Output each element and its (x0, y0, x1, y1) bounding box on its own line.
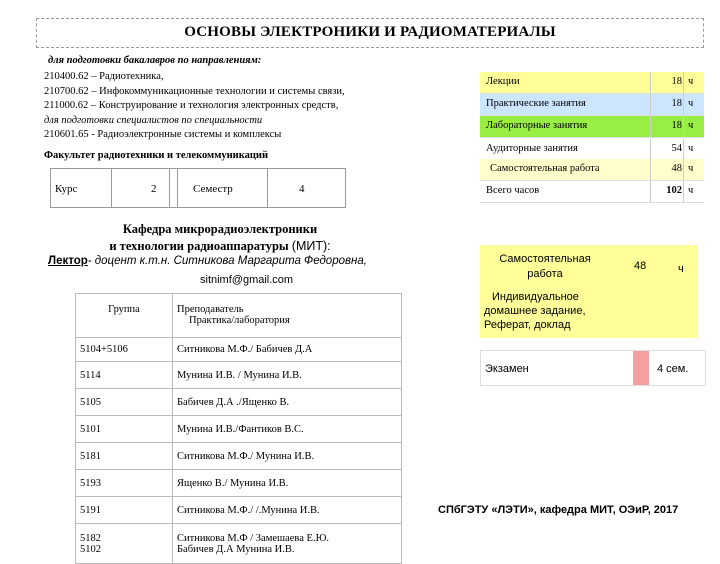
teacher-cell: Ситникова М.Ф./ /.Мунина И.В. (173, 497, 402, 524)
group-cell: 5193 (76, 470, 173, 497)
schedule-unit: ч (688, 76, 694, 87)
schedule-label: Лекции (486, 76, 520, 87)
individual-task-box (480, 285, 698, 338)
direction-item: 211000.62 – Конструирование и технология электронных средств, (44, 100, 339, 111)
subtitle: для подготовки бакалавров по направлениям: (48, 55, 262, 66)
schedule-hours: 18 (671, 76, 682, 87)
group-header: Группа (76, 294, 173, 338)
page-title: ОСНОВЫ ЭЛЕКТРОНИКИ И РАДИОМАТЕРИАЛЫ (184, 24, 556, 40)
specialty: 210601.65 - Радиоэлектронные системы и комплексы (44, 129, 282, 140)
self-work-line2: работа (527, 268, 563, 280)
schedule-row-auditory (480, 139, 704, 161)
directions-list (44, 70, 345, 143)
schedule-unit: ч (688, 143, 694, 154)
schedule-hours: 18 (671, 98, 682, 109)
group-cell-line: 5102 (80, 543, 101, 555)
footer-text: СПбГЭТУ «ЛЭТИ», кафедра МИТ, ОЭиР, 2017 (438, 504, 679, 516)
exam-label: Экзамен (485, 363, 529, 375)
semester-value: 4 (299, 183, 305, 195)
lector-label: Лектор (48, 255, 88, 267)
course-semester-box (50, 168, 346, 208)
semester-label: Семестр (193, 183, 233, 195)
lector-name: - доцент к.т.н. Ситникова Маргарита Федоровна, (87, 255, 367, 267)
self-work-line1: Самостоятельная (499, 253, 591, 265)
schedule-hours: 18 (671, 120, 682, 131)
table-row (76, 497, 402, 524)
department (60, 221, 380, 255)
exam-row (480, 350, 706, 386)
teacher-cell: Мунина И.В./Фантиков В.С. (173, 416, 402, 443)
table-row (76, 338, 402, 362)
individual-task-label (484, 290, 586, 332)
group-cell: 5105 (76, 389, 173, 416)
teacher-header-line2: Практика/лаборатория (189, 315, 290, 326)
table-row (76, 389, 402, 416)
schedule-row-total (480, 181, 704, 203)
table-row (76, 443, 402, 470)
self-work-label (480, 252, 610, 282)
teacher-cell (173, 524, 402, 564)
department-line1: Кафедра микрорадиоэлектроники (122, 222, 318, 236)
group-cell: 5191 (76, 497, 173, 524)
teacher-cell-line: Бабичев Д.А Мунина И.В. (177, 543, 295, 555)
schedule-label: Аудиторные занятия (486, 143, 578, 154)
schedule-hours: 54 (671, 143, 682, 154)
direction-item: 210400.62 – Радиотехника, (44, 71, 164, 82)
exam-semester: 4 сем. (657, 363, 689, 375)
faculty: Факультет радиотехники и телекоммуникаций (44, 150, 268, 161)
table-row (76, 470, 402, 497)
table-row (76, 524, 402, 564)
individual-line1: Индивидуальное (492, 291, 579, 303)
schedule-unit: ч (688, 120, 694, 131)
group-cell: 5181 (76, 443, 173, 470)
teacher-cell-line: Ситникова М.Ф / Замешаева Е.Ю. (177, 532, 329, 544)
schedule-row-labs (480, 116, 704, 138)
schedule-label: Самостоятельная работа (490, 163, 600, 174)
schedule-label: Практические занятия (486, 98, 586, 109)
exam-accent-bar (633, 351, 649, 385)
group-cell-line: 5182 (80, 532, 101, 544)
group-cell (76, 524, 173, 564)
table-header-row (76, 294, 402, 338)
group-cell: 5104+5106 (76, 338, 173, 362)
individual-line2: домашнее задание, (484, 305, 586, 317)
groups-table (75, 293, 402, 564)
schedule-label: Лабораторные занятия (486, 120, 588, 131)
self-work-unit: ч (678, 263, 684, 275)
schedule-label: Всего часов (486, 185, 540, 196)
lector-email: sitnimf@gmail.com (200, 274, 294, 286)
schedule-row-selfwork (480, 159, 704, 181)
lector (48, 255, 367, 267)
schedule-hours: 102 (666, 185, 682, 196)
schedule-row-lectures (480, 72, 704, 94)
specialists-label: для подготовки специалистов по специальности (44, 114, 263, 126)
table-row (76, 362, 402, 389)
teacher-cell: Ситникова М.Ф./ Бабичев Д.А (173, 338, 402, 362)
table-row (76, 416, 402, 443)
teacher-header-line1: Преподаватель (177, 304, 244, 315)
group-cell: 5114 (76, 362, 173, 389)
teacher-cell: Ситникова М.Ф./ Мунина И.В. (173, 443, 402, 470)
teacher-header (173, 294, 402, 338)
direction-item: 210700.62 – Инфокоммуникационные технологии и системы связи, (44, 85, 345, 97)
department-line2: и технологии радиоаппаратуры (109, 239, 289, 253)
schedule-unit: ч (688, 163, 694, 174)
schedule-hours: 48 (671, 163, 682, 174)
schedule-unit: ч (688, 185, 694, 196)
self-work-hours: 48 (634, 260, 647, 272)
group-cell: 5101 (76, 416, 173, 443)
teacher-cell: Бабичев Д.А ./Ященко В. (173, 389, 402, 416)
self-work-box (480, 245, 698, 290)
schedule-unit: ч (688, 98, 694, 109)
course-value: 2 (151, 183, 157, 195)
individual-line3: Реферат, доклад (484, 319, 571, 331)
teacher-cell: Мунина И.В. / Мунина И.В. (173, 362, 402, 389)
teacher-cell: Ященко В./ Мунина И.В. (173, 470, 402, 497)
schedule-row-practice (480, 94, 704, 116)
department-abbr: (МИТ): (291, 239, 331, 253)
course-label: Курс (55, 183, 78, 195)
